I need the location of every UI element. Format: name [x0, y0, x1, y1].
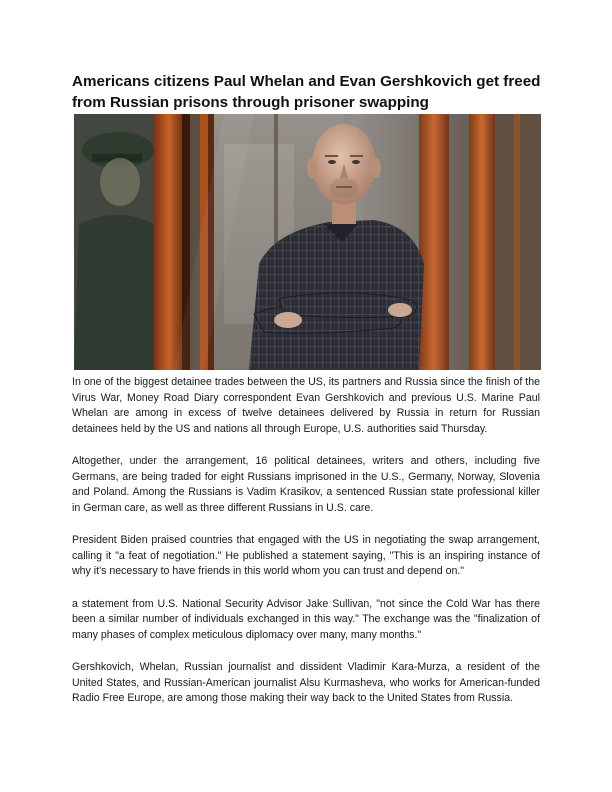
article-photo	[74, 114, 541, 370]
article-title: Americans citizens Paul Whelan and Evan Gershkovich get freed from Russian prisons through prisoner swapping	[72, 73, 541, 111]
photo-illustration	[74, 114, 541, 370]
article-paragraph: In one of the biggest detainee trades between the US, its partners and Russia since the finish of the Virus War, Money Road Diary correspondent Evan Gershkovich and previous U.S. Marine Paul Whelan are among in excess of twelve detainees delivered by Russia in return for Russian detainees held by the US and nations all through Europe, U.S. authorities said Thursday.	[72, 376, 540, 435]
article-paragraph: a statement from U.S. National Security Advisor Jake Sullivan, "not since the Cold War has there been a similar number of individuals exchanged in this way." The exchange was the "finalization of many phases of complex meticulous diplomacy over many, many months."	[72, 597, 540, 641]
article-body	[72, 375, 540, 724]
article-paragraph: President Biden praised countries that engaged with the US in negotiating the swap arrangement, calling it "a feat of negotiation." He published a statement saying, "This is an inspiring instance of why it's necessary to have friends in this world whom you can trust and depend on."	[72, 534, 540, 577]
article-paragraph: Altogether, under the arrangement, 16 political detainees, writers and others, including five Germans, are being traded for eight Russians imprisoned in the U.S., Germany, Norway, Slovenia and Poland. Among the Russians is Vadim Krasikov, a sentenced Russian state professional killer in German care, as well as three different Russians in U.S. care.	[72, 455, 540, 514]
article-paragraph: Gershkovich, Whelan, Russian journalist and dissident Vladimir Kara-Murza, a resident of the United States, and Russian-American journalist Alsu Kurmasheva, who works for American-funded Radio Free Europe, are among those making their way back to the United States from Russia.	[72, 661, 540, 704]
